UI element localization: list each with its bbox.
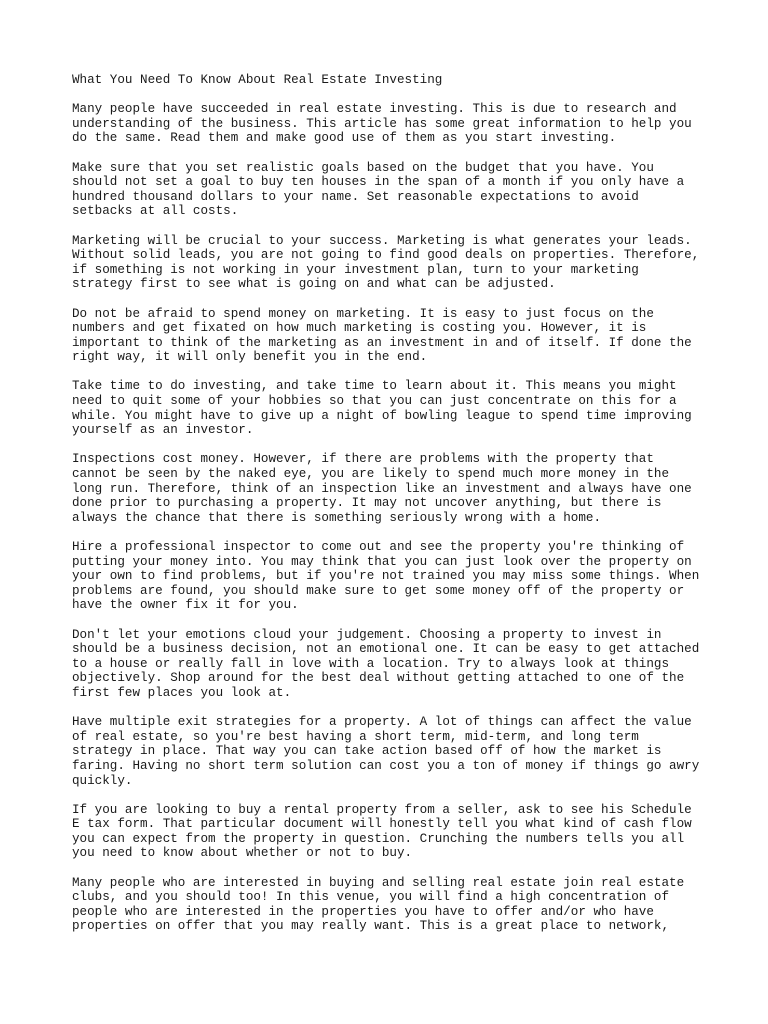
paragraph — [72, 161, 732, 219]
text-line: Take time to do investing, and take time to learn about it. This means you might — [72, 379, 677, 394]
text-line: Hire a professional inspector to come out and see the property you're thinking of — [72, 540, 685, 554]
text-line: quickly. — [72, 773, 133, 788]
text-line: have the owner fix it for you. — [72, 598, 299, 613]
text-line: Make sure that you set realistic goals based on the budget that you have. You — [72, 160, 654, 175]
text-line: properties on offer that you may really want. This is a great place to network, — [72, 919, 670, 934]
text-line: strategy first to see what is going on and what can be adjusted. — [72, 277, 556, 292]
text-line: clubs, and you should too! In this venue, you will find a high concentration of — [72, 890, 670, 905]
text-line: setbacks at all costs. — [72, 204, 239, 219]
text-line: while. You might have to give up a night of bowling league to spend time improving — [72, 408, 692, 423]
text-line: you need to know about whether or not to buy. — [72, 846, 413, 861]
paragraph — [72, 452, 732, 525]
text-line: understanding of the business. This article has some great information to help you — [72, 116, 692, 131]
document-body — [72, 73, 732, 949]
paragraph — [72, 379, 732, 437]
text-line: Inspections cost money. However, if there are problems with the property that — [72, 452, 654, 467]
text-line: Without solid leads, you are not going to find good deals on properties. Therefore, — [72, 248, 700, 263]
text-line: people who are interested in the properties you have to offer and/or who have — [72, 904, 654, 919]
text-line: problems are found, you should make sure to get some money off of the property or — [72, 583, 685, 598]
text-line: Do not be afraid to spend money on marketing. It is easy to just focus on the — [72, 306, 654, 321]
paragraph — [72, 540, 732, 613]
text-line: if something is not working in your investment plan, turn to your marketing — [72, 262, 639, 277]
text-line: Have multiple exit strategies for a property. A lot of things can affect the value — [72, 715, 692, 730]
text-line: faring. Having no short term solution can cost you a ton of money if things go awry — [72, 758, 700, 773]
text-line: right way, it will only benefit you in the end. — [72, 350, 428, 365]
text-line: always the chance that there is something seriously wrong with a home. — [72, 510, 602, 525]
paragraph — [72, 307, 732, 365]
paragraph — [72, 234, 732, 292]
document-title: What You Need To Know About Real Estate Investing — [72, 73, 443, 87]
text-line: cannot be seen by the naked eye, you are likely to spend much more money in the — [72, 467, 670, 482]
paragraph — [72, 876, 732, 934]
text-line: your own to find problems, but if you're not trained you may miss some things. When — [72, 569, 700, 584]
text-line: Many people have succeeded in real estate investing. This is due to research and — [72, 102, 677, 117]
text-line: strategy in place. That way you can take action based off of how the market is — [72, 744, 662, 759]
text-line: to a house or really fall in love with a location. Try to always look at things — [72, 656, 670, 671]
text-line: done prior to purchasing a property. It may not uncover anything, but there is — [72, 496, 662, 511]
text-line: long run. Therefore, think of an inspection like an investment and always have one — [72, 481, 692, 496]
text-line: objectively. Shop around for the best deal without getting attached to one of the — [72, 671, 685, 686]
text-line: important to think of the marketing as an investment in and of itself. If done the — [72, 335, 692, 350]
paragraph — [72, 715, 732, 788]
text-line: putting your money into. You may think that you can just look over the property on — [72, 554, 692, 569]
text-line: Many people who are interested in buying and selling real estate join real estate — [72, 875, 685, 890]
text-line: need to quit some of your hobbies so that you can just concentrate on this for a — [72, 394, 677, 409]
text-line: should not set a goal to buy ten houses in the span of a month if you only have a — [72, 175, 685, 190]
text-line: do the same. Read them and make good use of them as you start investing. — [72, 131, 617, 146]
paragraph — [72, 803, 732, 861]
text-line: If you are looking to buy a rental property from a seller, ask to see his Schedule — [72, 802, 692, 817]
paragraph — [72, 628, 732, 701]
paragraph — [72, 102, 732, 146]
text-line: you can expect from the property in question. Crunching the numbers tells you all — [72, 831, 685, 846]
text-line: should be a business decision, not an emotional one. It can be easy to get attached — [72, 642, 700, 657]
text-line: Don't let your emotions cloud your judgement. Choosing a property to invest in — [72, 627, 662, 642]
text-line: yourself as an investor. — [72, 423, 254, 438]
text-line: of real estate, so you're best having a short term, mid-term, and long term — [72, 729, 639, 744]
text-line: first few places you look at. — [72, 685, 292, 700]
text-line: numbers and get fixated on how much marketing is costing you. However, it is — [72, 321, 647, 336]
text-line: E tax form. That particular document will honestly tell you what kind of cash flow — [72, 817, 692, 832]
text-line: Marketing will be crucial to your success. Marketing is what generates your leads. — [72, 233, 692, 248]
text-line: hundred thousand dollars to your name. Set reasonable expectations to avoid — [72, 189, 639, 204]
